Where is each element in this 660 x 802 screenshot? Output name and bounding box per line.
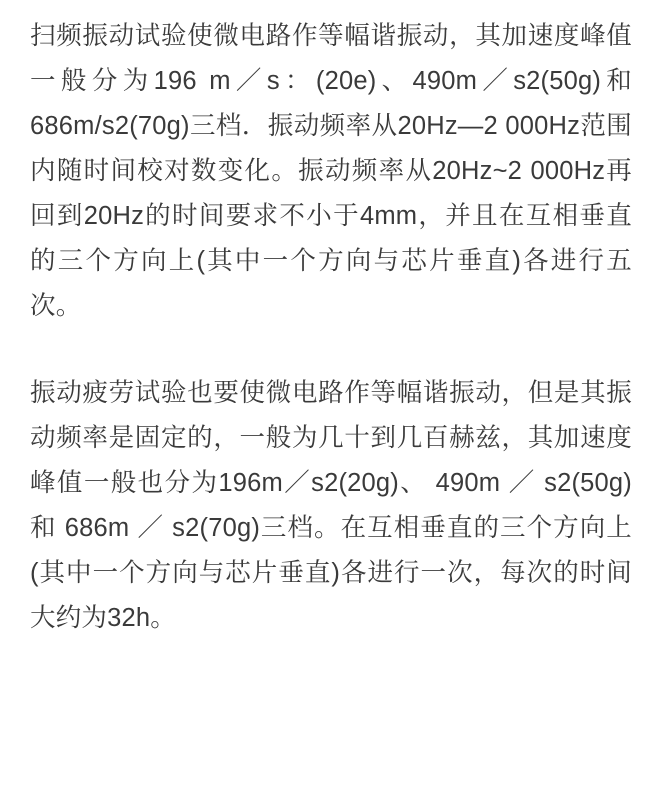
paragraph-vibration-sweep: 扫频振动试验使微电路作等幅谐振动，其加速度峰值一般分为196 m／s：(20e)、490m／s2(50g)和686m/s2(70g)三档．振动频率从20Hz—2 000Hz范围内随时间校对数变化。振动频率从20Hz~2 000Hz再回到20Hz的时间要求不小于4mm，并且在互相垂直的三个方向上(其中一个方向与芯片垂直)各进行五次。 bbox=[30, 22, 632, 320]
paragraph-vibration-fatigue: 振动疲劳试验也要使微电路作等幅谐振动，但是其振动频率是固定的，一般为几十到几百赫兹，其加速度峰值一般也分为196m／s2(20g)、 490m ／ s2(50g) 和 686m ／ s2(70g)三档。在互相垂直的三个方向上(其中一个方向与芯片垂直)各进行一次，每次的时间大约为32h。 bbox=[30, 379, 632, 632]
